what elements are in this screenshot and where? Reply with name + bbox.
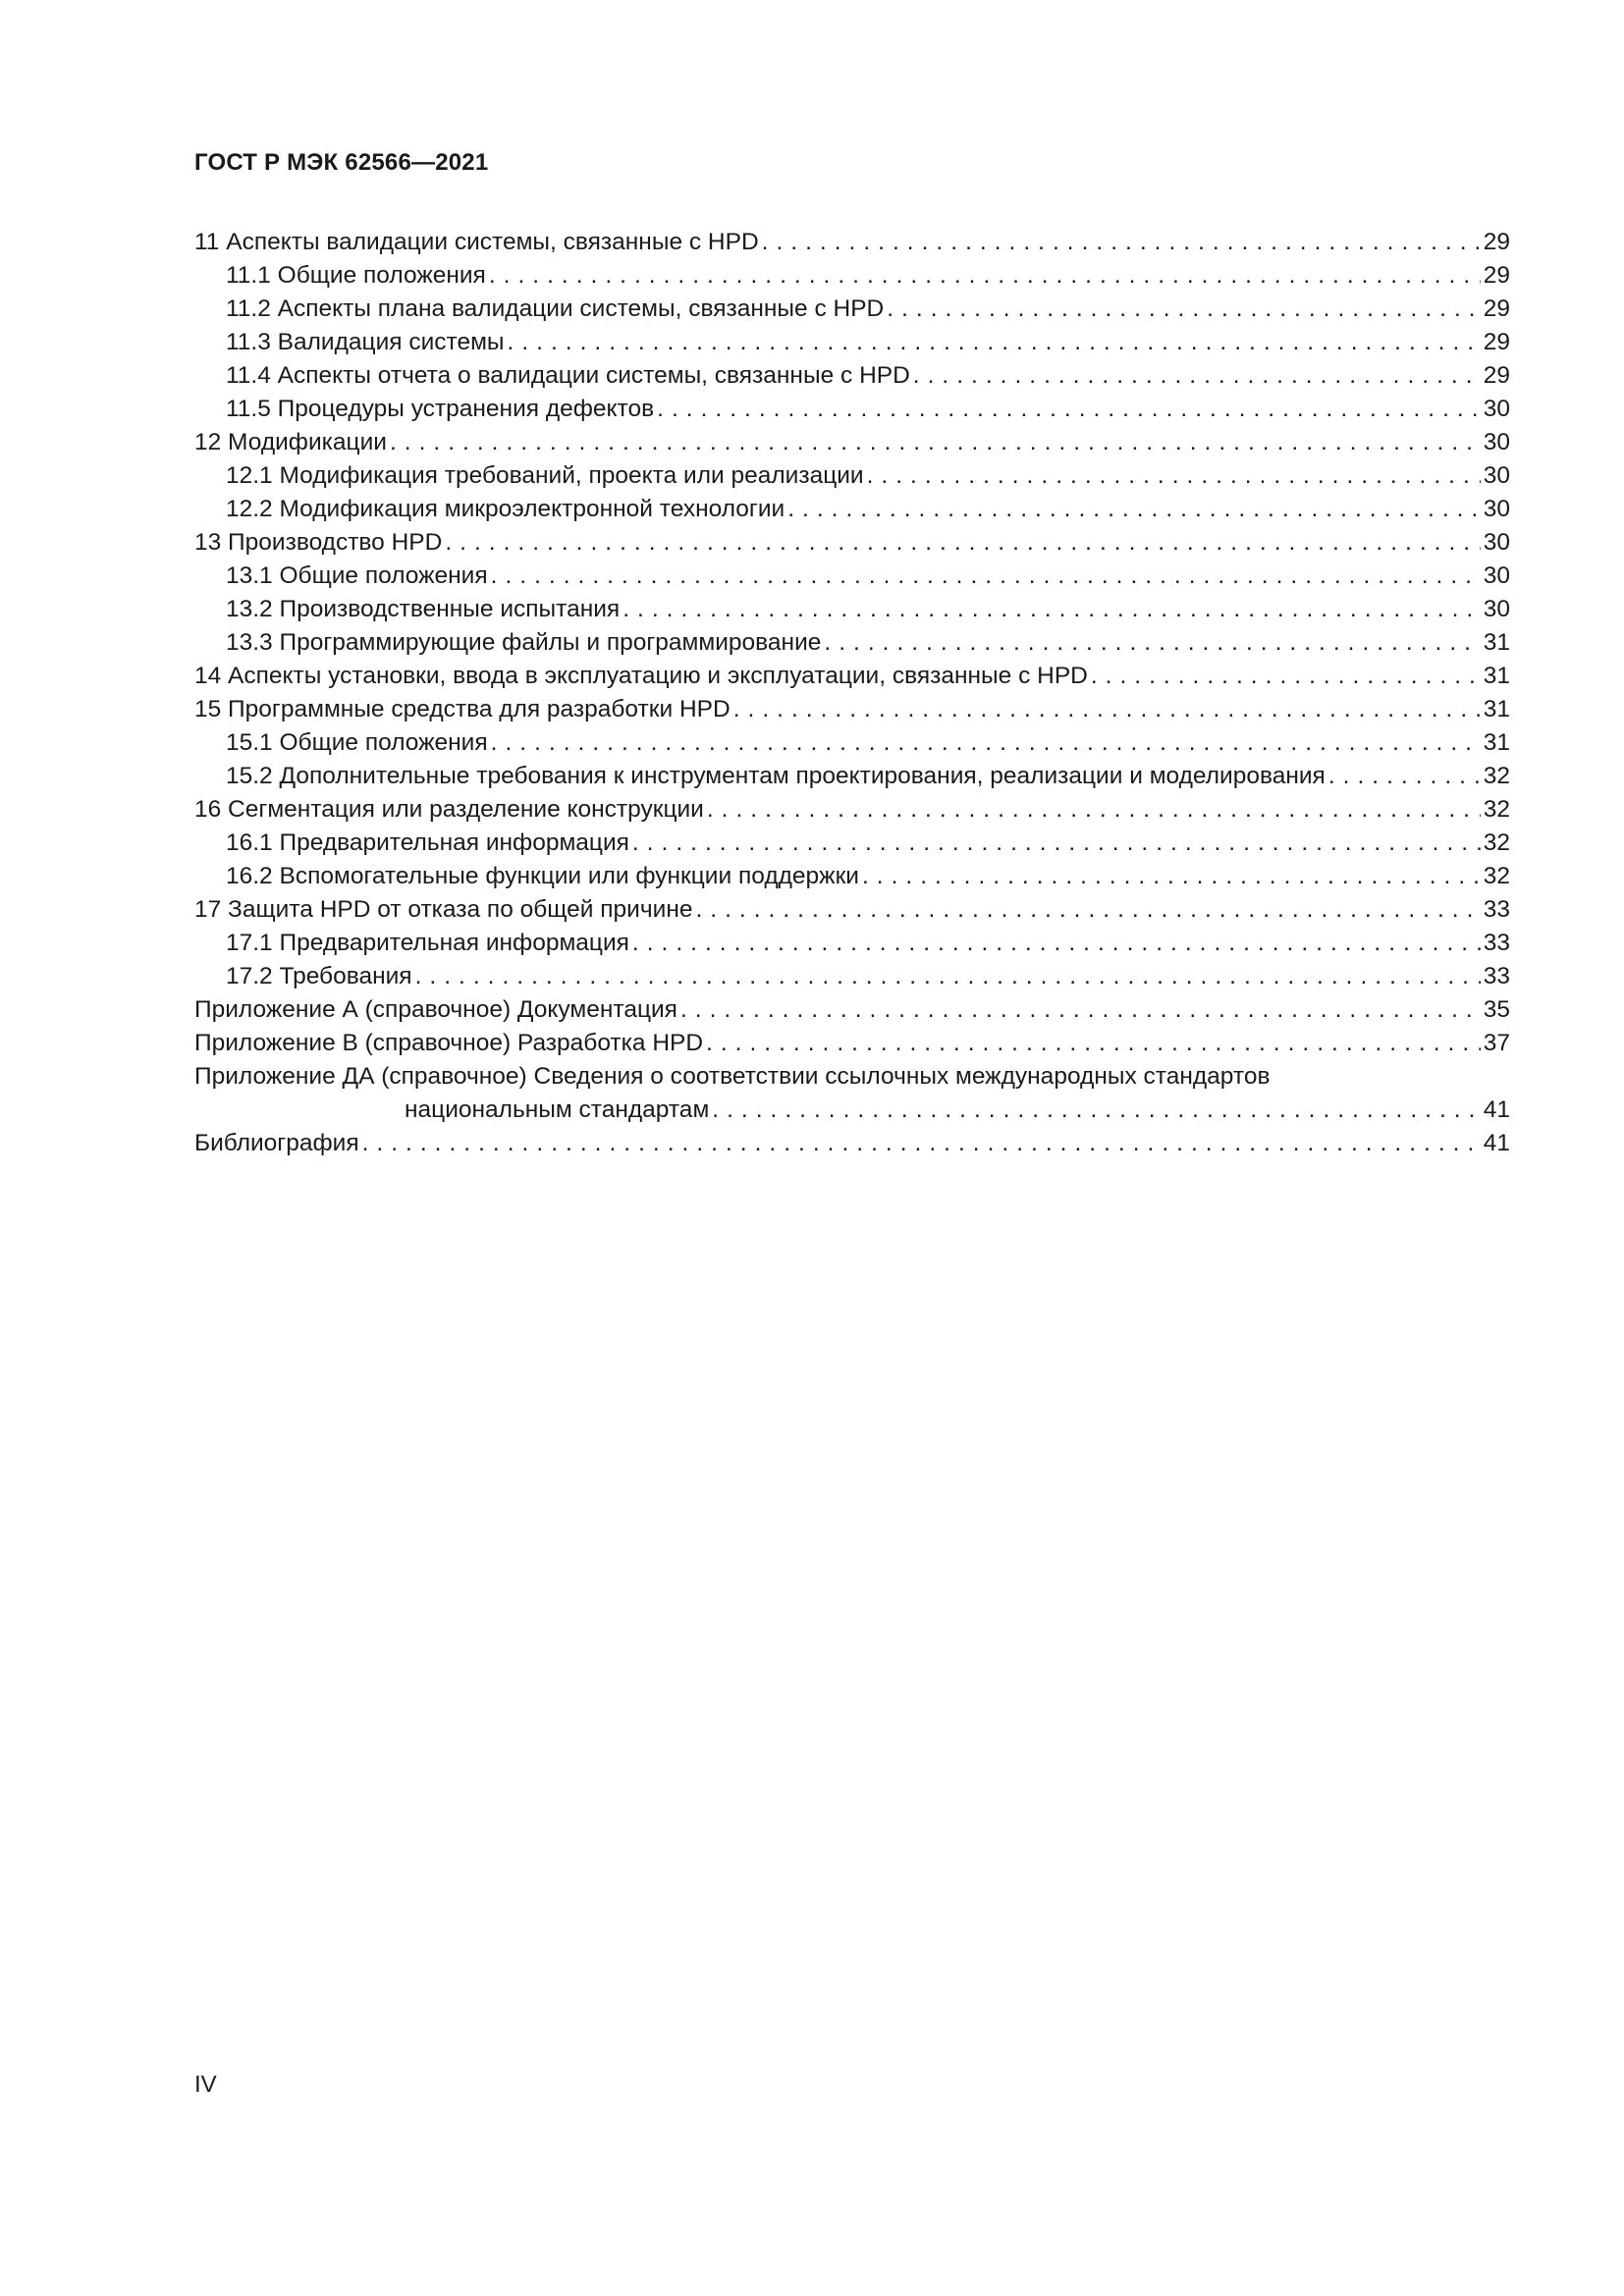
toc-leader-dots [632, 927, 1481, 960]
toc-entry-page: 30 [1483, 596, 1510, 622]
toc-entry-title: 15 Программные средства для разработки HPD [194, 696, 731, 722]
toc-leader-dots [657, 393, 1481, 426]
toc-leader-dots [733, 693, 1481, 726]
toc-entry-title: 16.1 Предварительная информация [226, 829, 629, 856]
toc-entry-title: 14 Аспекты установки, ввода в эксплуатацию и эксплуатации, связанные с HPD [194, 663, 1088, 689]
toc-entry-page: 37 [1483, 1030, 1510, 1056]
toc-entry [194, 960, 1510, 993]
toc-entry-page: 33 [1483, 963, 1510, 989]
toc-leader-dots [632, 827, 1481, 860]
toc-entry-title: 11.2 Аспекты плана валидации системы, связанные с HPD [226, 295, 885, 322]
toc-leader-dots [913, 359, 1481, 393]
toc-entry [194, 359, 1510, 393]
toc-leader-dots [489, 259, 1481, 293]
toc-leader-dots [362, 1127, 1481, 1160]
toc-entry-title: 13.3 Программирующие файлы и программирование [226, 629, 822, 656]
toc-leader-dots [695, 893, 1480, 927]
toc-entry [194, 293, 1510, 326]
toc-leader-dots [415, 960, 1481, 993]
toc-leader-dots [706, 1027, 1481, 1060]
toc-entry-page: 41 [1483, 1130, 1510, 1156]
toc-entry [194, 760, 1510, 793]
toc-leader-dots [1091, 660, 1481, 693]
toc-entry [194, 226, 1510, 259]
toc-entry-page: 35 [1483, 996, 1510, 1023]
toc-entry-title: 12.2 Модификация микроэлектронной технологии [226, 496, 785, 522]
toc-leader-dots [862, 860, 1481, 893]
toc-entry-page: 29 [1483, 295, 1510, 322]
toc-entry-page: 32 [1483, 796, 1510, 823]
toc-entry [194, 593, 1510, 626]
toc-entry-title: 11 Аспекты валидации системы, связанные с HPD [194, 229, 759, 255]
toc-entry-title: 12.1 Модификация требований, проекта или реализации [226, 462, 864, 489]
table-of-contents [194, 226, 1510, 1160]
toc-leader-dots [445, 526, 1480, 560]
toc-leader-dots [390, 426, 1481, 459]
toc-entry-title: 15.1 Общие положения [226, 729, 488, 756]
toc-entry [194, 493, 1510, 526]
toc-entry-continuation [194, 1094, 1510, 1127]
toc-entry-title: 15.2 Дополнительные требования к инструментам проектирования, реализации и моделирования [226, 763, 1326, 789]
toc-entry [194, 860, 1510, 893]
toc-leader-dots [824, 626, 1480, 660]
toc-entry [194, 927, 1510, 960]
toc-entry [194, 726, 1510, 760]
document-header: ГОСТ Р МЭК 62566—2021 [194, 149, 489, 176]
toc-entry [194, 393, 1510, 426]
toc-entry [194, 827, 1510, 860]
toc-entry-page: 31 [1483, 696, 1510, 722]
toc-leader-dots [1328, 760, 1481, 793]
toc-entry-page: 41 [1483, 1096, 1510, 1123]
toc-entry [194, 426, 1510, 459]
toc-leader-dots [787, 493, 1481, 526]
toc-entry [194, 459, 1510, 493]
toc-entry-page: 30 [1483, 496, 1510, 522]
toc-leader-dots [491, 726, 1481, 760]
toc-entry [194, 1027, 1510, 1060]
toc-entry-title: 13.2 Производственные испытания [226, 596, 621, 622]
toc-entry [194, 993, 1510, 1027]
toc-entry-page: 29 [1483, 329, 1510, 355]
toc-entry [194, 326, 1510, 359]
toc-entry-title: 12 Модификации [194, 429, 387, 455]
toc-leader-dots [867, 459, 1481, 493]
toc-entry-page: 30 [1483, 462, 1510, 489]
toc-leader-dots [762, 226, 1481, 259]
toc-entry-title: 11.1 Общие положения [226, 262, 486, 289]
page-number: IV [194, 2071, 217, 2098]
toc-entry-page: 29 [1483, 229, 1510, 255]
toc-entry-page: 31 [1483, 629, 1510, 656]
toc-entry [194, 693, 1510, 726]
toc-entry [194, 1060, 1510, 1094]
toc-entry-page: 29 [1483, 362, 1510, 389]
toc-leader-dots [508, 326, 1481, 359]
toc-entry-title: Приложение ДА (справочное) Сведения о соответствии ссылочных международных стандартов [194, 1063, 1271, 1090]
toc-entry [194, 626, 1510, 660]
toc-entry [194, 893, 1510, 927]
toc-entry-page: 30 [1483, 562, 1510, 589]
toc-entry-title: 13.1 Общие положения [226, 562, 488, 589]
toc-entry-title: 17.1 Предварительная информация [226, 930, 629, 956]
toc-entry-title: 11.3 Валидация системы [226, 329, 505, 355]
toc-entry-page: 30 [1483, 529, 1510, 556]
toc-entry-page: 32 [1483, 829, 1510, 856]
toc-entry [194, 259, 1510, 293]
toc-entry [194, 660, 1510, 693]
toc-entry [194, 560, 1510, 593]
toc-entry-title: 17.2 Требования [226, 963, 412, 989]
toc-entry-title: 16 Сегментация или разделение конструкции [194, 796, 704, 823]
toc-entry-title: 11.5 Процедуры устранения дефектов [226, 396, 655, 422]
toc-entry-page: 31 [1483, 729, 1510, 756]
toc-leader-dots [707, 793, 1481, 827]
toc-entry-title: 13 Производство HPD [194, 529, 443, 556]
toc-entry-page: 33 [1483, 930, 1510, 956]
toc-entry-page: 32 [1483, 863, 1510, 889]
toc-entry-page: 33 [1483, 896, 1510, 923]
toc-leader-dots [887, 293, 1480, 326]
toc-entry-title: 16.2 Вспомогательные функции или функции поддержки [226, 863, 859, 889]
toc-leader-dots [680, 993, 1481, 1027]
toc-entry [194, 526, 1510, 560]
toc-entry-page: 30 [1483, 429, 1510, 455]
toc-entry-page: 32 [1483, 763, 1510, 789]
toc-entry-page: 31 [1483, 663, 1510, 689]
toc-leader-dots [491, 560, 1481, 593]
toc-entry-title: Приложение В (справочное) Разработка HPD [194, 1030, 704, 1056]
toc-entry [194, 1127, 1510, 1160]
toc-entry-title: Библиография [194, 1130, 359, 1156]
toc-leader-dots [623, 593, 1481, 626]
toc-entry-title: Приложение А (справочное) Документация [194, 996, 677, 1023]
toc-entry-title: 17 Защита HPD от отказа по общей причине [194, 896, 693, 923]
toc-entry-title: 11.4 Аспекты отчета о валидации системы, связанные с HPD [226, 362, 910, 389]
toc-entry-page: 29 [1483, 262, 1510, 289]
toc-entry [194, 793, 1510, 827]
toc-entry-page: 30 [1483, 396, 1510, 422]
toc-leader-dots [712, 1094, 1480, 1127]
toc-entry-title: национальным стандартам [405, 1096, 710, 1123]
